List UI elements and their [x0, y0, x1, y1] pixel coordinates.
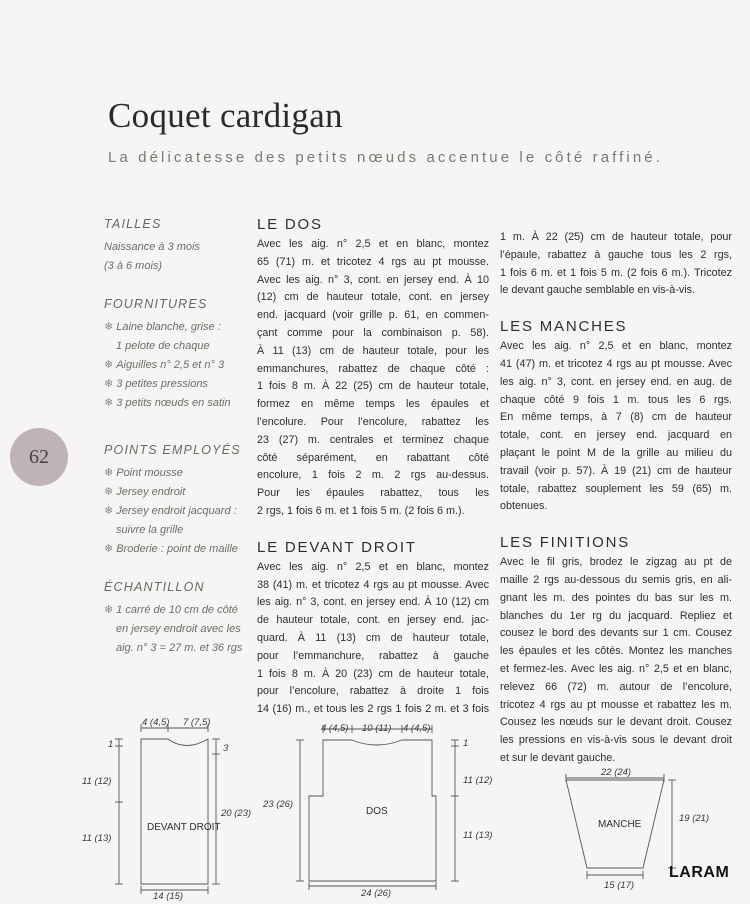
text-line: plaçant le point M de la grille au milieu du — [500, 446, 732, 459]
text-line: 1 m. À 22 (25) cm de hauteur totale, pour — [500, 231, 732, 243]
devant-left-lower-label: 11 (13) — [82, 833, 112, 844]
manche-top-label: 22 (24) — [601, 767, 632, 778]
text-line: quard. À 11 (13) cm de hauteur totale, — [257, 631, 489, 644]
text-line: pour l’emmanchure, rabattez à gauche — [257, 649, 489, 662]
page-subtitle: La délicatesse des petits nœuds accentue le côté raffiné. — [108, 149, 663, 166]
echantillon-block — [104, 578, 254, 658]
section-heading-devant: LE DEVANT DROIT — [257, 538, 417, 556]
section-body-dos — [257, 236, 489, 521]
snowflake-icon: ❄ — [104, 397, 114, 409]
devant-left-1-label: 1 — [108, 739, 114, 750]
text-line: 1 fois 8 m. À 20 (23) cm de hauteur totale, — [257, 667, 489, 680]
section-body-devant-suite — [500, 229, 732, 300]
text-line: 65 (71) m. et tricotez 4 rgs au pt mousse. — [257, 255, 489, 268]
text-line: et sur le devant gauche. — [500, 751, 616, 764]
points-line: Jersey endroit jacquard : — [116, 505, 237, 517]
manche-bottom-label: 15 (17) — [604, 880, 635, 891]
section-heading-finitions: LES FINITIONS — [500, 534, 631, 552]
text-line: côté séparément, en rabattant côté — [257, 451, 489, 464]
text-line: de hauteur totale, cont. en jersey end. jac- — [257, 614, 489, 627]
page-number-badge — [10, 428, 68, 486]
text-line: En même temps, à 7 (8) cm de hauteur — [500, 411, 732, 424]
text-line: Avec le fil gris, brodez le zigzag au pt de — [500, 556, 732, 569]
devant-right-total-label: 20 (23) — [221, 808, 252, 819]
points-line: Broderie : point de maille — [116, 543, 238, 555]
devant-bottom-label: 14 (15) — [153, 891, 184, 902]
dos-right-1-label: 1 — [463, 738, 469, 749]
text-line: formez en même temps les épaules et — [257, 398, 489, 411]
schematics — [0, 700, 750, 904]
text-line: et fermez-les. Avec les aig. n° 2,5 et en blanc, — [500, 662, 732, 675]
text-line: chaque côté 9 fois 1 m. tous les 6 rgs. — [500, 393, 732, 406]
text-line: les aig. n° 3, cont. en jersey end. en aug. de — [500, 375, 732, 388]
fournitures-block — [104, 295, 254, 413]
text-line: emmanchures, rabattez de chaque côté : — [257, 362, 489, 375]
text-line: l’épaule, rabattez à gauche tous les 2 rgs, — [500, 248, 732, 261]
devant-top-left-label: 4 (4,5) — [142, 717, 170, 728]
devant-top-right-label: 7 (7,5) — [183, 717, 211, 728]
points-line: Point mousse — [116, 467, 183, 479]
text-line: l’encolure. Pour l’encolure, rabattez les — [257, 415, 489, 428]
text-line: gnant les m. des pointes du bas sur les m. — [500, 591, 732, 604]
text-line: pour l’encolure, rabattez à droite 1 fois — [257, 685, 489, 698]
text-line: Avec les aig. n° 3, cont. en jersey end. À 10 — [257, 273, 489, 286]
snowflake-icon: ❄ — [104, 604, 114, 616]
snowflake-icon: ❄ — [104, 321, 114, 333]
dos-right-lower-label: 11 (13) — [463, 830, 493, 841]
fournitures-line: Aiguilles n° 2,5 et n° 3 — [116, 359, 225, 371]
echantillon-line: en jersey endroit avec les — [116, 623, 241, 635]
fournitures-line: 3 petits nœuds en satin — [116, 397, 231, 409]
text-line: Pour les épaules rabattez, tous les — [257, 487, 489, 500]
manche-piece-label: MANCHE — [598, 819, 642, 830]
fournitures-line: 1 pelote de chaque — [116, 340, 210, 352]
text-line: relevez 66 (72) m. autour de l’encolure, — [500, 680, 732, 693]
text-line: travail (voir p. 57). À 19 (21) cm de hauteur — [500, 464, 732, 477]
tailles-block — [104, 215, 254, 276]
snowflake-icon: ❄ — [104, 378, 114, 390]
fournitures-line: Laine blanche, grise : — [116, 321, 221, 333]
echantillon-heading: ÉCHANTILLON — [104, 580, 205, 594]
text-line: 2 rgs, 1 fois 6 m. et 1 fois 5 m. (2 fois 6 m.). — [257, 504, 465, 517]
tailles-line: Naissance à 3 mois — [104, 241, 200, 253]
text-line: tricotez 4 rgs au pt mousse et rabattez les m. — [500, 698, 732, 711]
text-line: encolure, 1 fois 2 m. 2 rgs au-dessus. — [257, 469, 489, 482]
snowflake-icon: ❄ — [104, 505, 114, 517]
tailles-heading: TAILLES — [104, 217, 162, 231]
dos-left-total-label: 23 (26) — [263, 799, 294, 810]
snowflake-icon: ❄ — [104, 543, 114, 555]
devant-outline — [141, 739, 208, 884]
text-line: 14 (16) m., et tous les 2 rgs 1 fois 2 m. et 3 fois — [257, 703, 489, 716]
points-heading: POINTS EMPLOYÉS — [104, 443, 241, 457]
page-title: Coquet cardigan — [108, 96, 343, 135]
tailles-line: (3 à 6 mois) — [104, 260, 163, 272]
section-heading-dos: LE DOS — [257, 216, 323, 233]
column-middle — [257, 216, 489, 719]
page-number: 62 — [29, 445, 49, 468]
fournitures-heading: FOURNITURES — [104, 297, 208, 311]
text-line: end. jacquard (voir grille p. 61, en commen- — [257, 309, 489, 322]
dos-piece-label: DOS — [366, 806, 388, 817]
text-line: obtenues. — [500, 500, 548, 513]
dos-top-a-label: 4 (4,5) — [321, 723, 349, 734]
text-line: 41 (47) m. et tricotez 4 rgs au pt mousse. Avec — [500, 357, 732, 370]
section-heading-manches: LES MANCHES — [500, 318, 628, 336]
text-line: À 11 (13) cm de hauteur totale, pour les — [257, 344, 489, 357]
text-line: Cousez les nœuds sur le devant droit. Cousez — [500, 716, 732, 729]
devant-piece-label: DEVANT DROIT — [147, 822, 221, 833]
dos-right-upper-label: 11 (12) — [463, 775, 493, 786]
echantillon-line: 1 carré de 10 cm de côté — [116, 604, 238, 616]
text-line: totale, cont. en jersey end. jacquard en — [500, 429, 732, 442]
text-line: Avec les aig. n° 2,5 et en blanc, montez — [257, 238, 489, 250]
text-line: les pressions en vis-à-vis sous le devant droit — [500, 734, 732, 747]
text-line: blanches du 1er rg du jacquard. Repliez et — [500, 609, 732, 622]
dos-bottom-label: 24 (26) — [361, 888, 392, 899]
text-line: Avec les aig. n° 2,5 et en blanc, montez — [500, 340, 732, 353]
manche-right-label: 19 (21) — [679, 813, 710, 824]
section-body-manches — [500, 338, 732, 516]
text-line: cousez le bord des devants sur 1 cm. Cousez — [500, 627, 732, 640]
text-line: (12) cm de hauteur totale, cont. en jersey — [257, 291, 489, 304]
text-line: 23 (27) m. centrales et terminez chaque — [257, 433, 489, 446]
devant-right-3-label: 3 — [223, 743, 229, 754]
section-body-devant — [257, 559, 489, 719]
points-line: suivre la grille — [116, 524, 184, 536]
points-block — [104, 441, 254, 559]
sidebar — [104, 215, 254, 677]
text-line: totale, rabattez souplement les 59 (65) m. — [500, 482, 732, 495]
text-line: maille 2 rgs au-dessous du semis gris, en ali- — [500, 573, 732, 586]
text-line: les aig. n° 3, cont. en jersey end. À 10 (12) cm — [257, 596, 489, 609]
dos-top-b-label: 10 (11) — [362, 723, 392, 734]
text-line: çant comme pour la combinaison p. 58). — [257, 326, 489, 339]
points-line: Jersey endroit — [116, 486, 186, 498]
snowflake-icon: ❄ — [104, 467, 114, 479]
text-line: 38 (41) m. et tricotez 4 rgs au pt mousse. Avec — [257, 578, 489, 591]
text-line: 1 fois 6 m. et 1 fois 5 m. (2 fois 6 m.). Tricotez — [500, 266, 732, 279]
column-right — [500, 229, 732, 768]
text-line: 1 fois 8 m. À 22 (25) cm de hauteur totale, — [257, 380, 489, 393]
text-line: le devant gauche semblable en vis-à-vis. — [500, 284, 696, 297]
devant-left-upper-label: 11 (12) — [82, 776, 112, 787]
watermark: LARAM — [669, 864, 730, 881]
fournitures-line: 3 petites pressions — [116, 378, 208, 390]
snowflake-icon: ❄ — [104, 359, 114, 371]
text-line: Avec les aig. n° 2,5 et en blanc, montez — [257, 560, 489, 573]
dos-top-c-label: 4 (4,5) — [403, 723, 431, 734]
snowflake-icon: ❄ — [104, 486, 114, 498]
echantillon-line: aig. n° 3 = 27 m. et 36 rgs — [116, 642, 243, 654]
text-line: les épaules et les côtés. Montez les manches — [500, 645, 732, 658]
